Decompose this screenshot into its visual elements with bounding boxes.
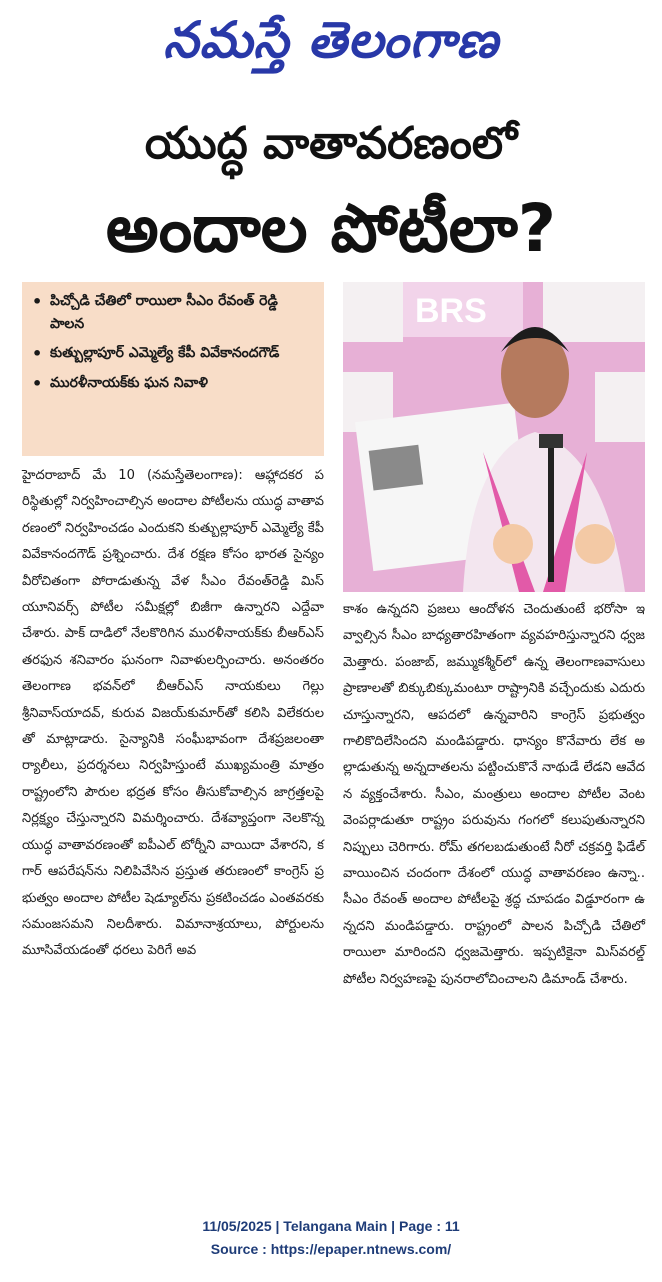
article-body-2: కాశం ఉన్నదని ప్రజలు ఆందోళన చెందుతుంటే భరోసా ఇవ్వాల్సిన సీఎం బాధ్యతారహితంగా వ్యవహరిస్తున్నారని ధ్వజమెత్తారు. పంజాబ్, జమ్ముకశ్మీర్‌లో ఉన్న తెలంగాణవాసులు ప్రాణాలతో బిక్కుబిక్కుమంటూ రాష్ట్రానికి వచ్చేందుకు ఎదురు చూస్తున్నారని, ఆపదలో ఉన్నవారిని కాంగ్రెస్ ప్రభుత్వం గాలికొదిలేసిందని మండిపడ్డారు. ధాన్యం కొనేవారు లేక అల్లాడుతున్న అన్నదాతలను పట్టించుకొనే నాథుడే లేడని ఆవేదన వ్యక్తంచేశారు. సీఎం, మంత్రులు అందాల పోటీల వెంట వెంపర్లాడుతూ రాష్ట్రం పరువును గంగలో కలుపుతున్నారని నిప్పులు చెరిగారు. రోమ్ తగలబడుతుంటే నీరో చక్రవర్తి ఫిడేల్ వాయించిన చందంగా దేశంలో యుద్ధ వాతావరణం ఉన్నా.. సీఎం రేవంత్ అందాల పోటీలపై శ్రద్ధ చూపడం విడ్డూరంగా ఉన్నదని మండిపడ్డారు. రాష్ట్రంలో పాలన పిచ్చోడి చేతిలో రాయిలా మారిందని ధ్వజమెత్తారు. ఇప్పటికైనా మిస్‌వరల్డ్ పోటీల నిర్వహణపై పునరాలోచించాలని డిమాండ్ చేశారు.	[343, 602, 645, 987]
article-column-1	[22, 463, 324, 1193]
highlight-item	[32, 290, 316, 336]
article-body-1: హైదరాబాద్ మే 10 (నమస్తేతెలంగాణ): ఆహ్లాదకర పరిస్థితుల్లో నిర్వహించాల్సిన అందాల పోటీలను యుద్ధ వాతావరణంలో నిర్వహించడం ఎందుకని కుత్బుల్లాపూర్ ఎమ్మెల్యే కేపీ వివేకానందగౌడ్ ప్రశ్నించారు. దేశ రక్షణ కోసం భారత సైన్యం వీరోచితంగా పోరాడుతున్న వేళ సీఎం రేవంత్‌రెడ్డి మిస్ యూనివర్స్ పోటీల సమీక్షల్లో బిజీగా ఉన్నారని ఎద్దేవా చేశారు. పాక్ దాడిలో నేలకొరిగిన మురళీనాయక్‌కు బీఆర్‌ఎస్ తరఫున శనివారం ఘనంగా నివాళులర్పించారు. అనంతరం తెలంగాణ భవన్‌లో బీఆర్‌ఎస్ నాయకులు గెల్లు శ్రీనివాస్‌యాదవ్, కురువ విజయ్‌కుమార్‌తో కలిసి విలేకరులతో మాట్లాడారు. సైన్యానికి సంఘీభావంగా దేశప్రజలంతా ర్యాలీలు, ప్రదర్శనలు నిర్వహిస్తుంటే ముఖ్యమంత్రి మాత్రం రాష్ట్రంలోని పౌరుల భద్రత కోసం తీసుకోవాల్సిన జాగ్రత్తలపై నిర్లక్ష్యం చేస్తున్నారని విమర్శించారు. దేశవ్యాప్తంగా నెలకొన్న యుద్ధ వాతావరణంతో ఐపీఎల్ టోర్నీని వాయిదా వేశారని, కగార్ ఆపరేషన్‌ను నిలిపివేసిన ప్రస్తుత తరుణంలో కాంగ్రెస్ ప్రభుత్వం అందాల పోటీల షెడ్యూల్‌ను ప్రకటించడం ఎంతవరకు సమంజసమని నిలదీశారు. విమానాశ్రయాలు, పోర్టులను మూసివేయడంతో ధరలు పెరిగే అవ	[22, 468, 324, 959]
highlight-item	[32, 372, 316, 396]
highlights-box	[22, 282, 324, 456]
headline-line-1: యుద్ధ వాతావరణంలో	[144, 118, 518, 169]
footer-source: Source : https://epaper.ntnews.com/	[210, 1241, 452, 1257]
bullet-icon: •	[32, 292, 43, 311]
photo-illustration	[343, 282, 645, 592]
highlight-text: మురళీనాయక్‌కు ఘన నివాళి	[50, 375, 208, 391]
article-column-2	[343, 597, 645, 1197]
brs-banner-text: BRS	[415, 292, 487, 330]
masthead-title: నమస్తే తెలంగాణ	[163, 11, 499, 69]
highlight-text: పిచ్చోడి చేతిలో రాయిలా సీఎం రేవంత్ రెడ్డి పాలన	[50, 293, 278, 332]
footer	[0, 1215, 662, 1261]
footer-dateline: 11/05/2025 | Telangana Main | Page : 11	[202, 1218, 460, 1234]
press-meet-photo	[343, 282, 645, 592]
bullet-icon: •	[32, 344, 43, 363]
headline-line-2: అందాల పోటీలా?	[105, 190, 557, 267]
highlight-text: కుత్బుల్లాపూర్ ఎమ్మెల్యే కేపీ వివేకానందగౌడ్	[50, 345, 280, 361]
masthead	[0, 4, 662, 76]
highlight-item	[32, 342, 316, 366]
bullet-icon: •	[32, 374, 43, 393]
